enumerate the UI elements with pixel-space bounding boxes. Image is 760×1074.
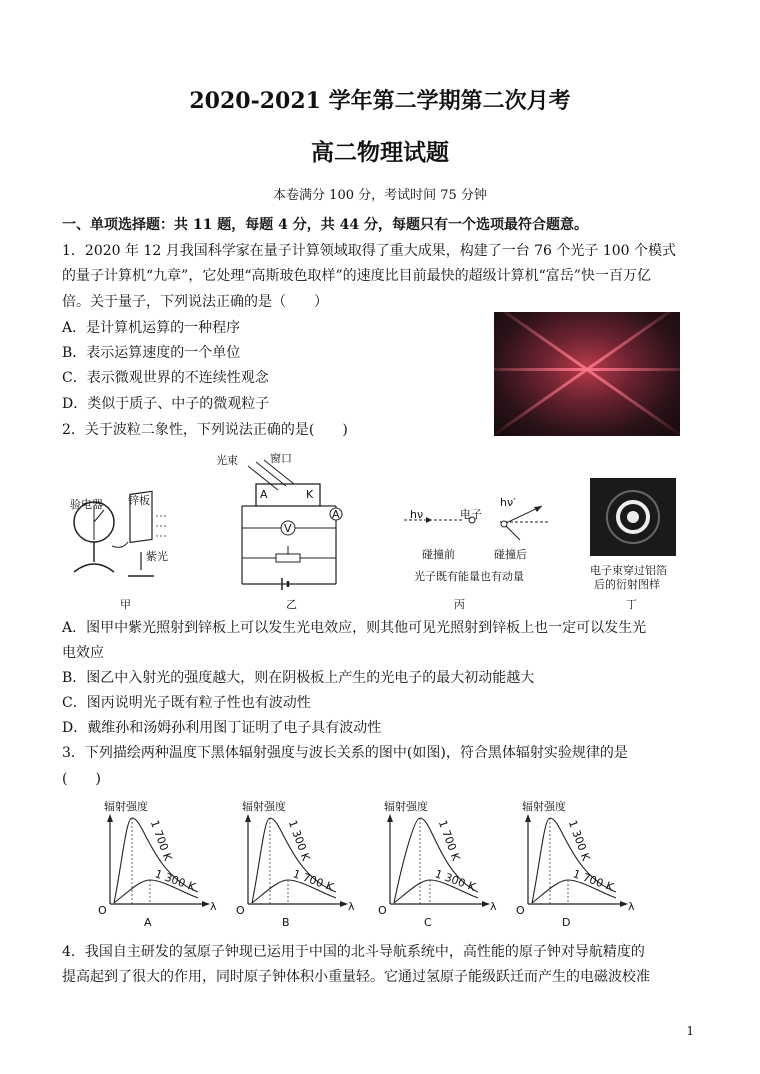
q1-line1: 1．2020 年 12 月我国科学家在量子计算领域取得了重大成果，构建了一台 76 个光子 100 个模式 [62,243,677,259]
label-window: 窗口 [270,452,292,465]
graph-temp-high: 1 300 K [285,818,313,863]
subject-title: 高二物理试题 [311,139,449,166]
label-hv: hν [410,508,424,521]
q3-line2: ( ) [62,771,101,787]
graph-c [382,804,492,908]
graph-letter: D [562,916,571,929]
graph-ylabel: 辐射强度 [104,800,148,813]
label-violet-light: 紫光 [146,550,168,563]
label-electroscope: 验电器 [70,498,103,511]
graph-ylabel: 辐射强度 [242,800,286,813]
label-voltmeter: V [284,522,292,535]
caption-yi: 乙 [286,598,297,611]
exam-title: 2020-2021 学年第二学期第二次月考 [189,88,571,114]
graph-x-axis: λ [628,900,635,913]
graph-temp-low: 1 700 K [571,867,616,894]
quantum-computer-photo [494,312,680,436]
q1-option-b: B．表示运算速度的一个单位 [62,345,241,361]
q1-option-d: D．类似于质子、中子的微观粒子 [62,396,270,412]
q2-option-c: C．图丙说明光子既有粒子性也有波动性 [62,695,311,711]
label-cathode-k: K [306,488,314,501]
q1-option-a: A．是计算机运算的一种程序 [62,320,241,336]
graph-origin: O [236,904,245,917]
q2-stem: 2．关于波粒二象性，下列说法正确的是( ) [62,422,348,438]
label-before-collision: 碰撞前 [422,548,455,561]
diffraction-pattern-image [590,478,676,556]
graph-temp-high: 1 700 K [435,818,463,863]
label-electron-beam: 电子束穿过铝箔 [590,564,667,577]
label-hv-prime: hν′ [500,496,516,509]
label-light-beam: 光束 [216,454,238,467]
label-diffraction: 后的衍射图样 [594,578,660,591]
label-anode-a: A [260,488,268,501]
graph-origin: O [378,904,387,917]
graph-ylabel: 辐射强度 [384,800,428,813]
graph-temp-low: 1 300 K [433,867,478,894]
q2-option-b: B．图乙中入射光的强度越大，则在阴极板上产生的光电子的最大初动能越大 [62,670,535,686]
graph-x-axis: λ [210,900,217,913]
exam-info: 本卷满分 100 分，考试时间 75 分钟 [273,188,487,203]
q1-line3: 倍。关于量子，下列说法正确的是（ ） [62,294,328,310]
label-zinc-plate: 锌板 [128,494,150,507]
graph-letter: C [424,916,432,929]
graph-letter: B [282,916,290,929]
graph-temp-high: 1 300 K [565,818,593,863]
q1-option-c: C．表示微观世界的不连续性观念 [62,370,269,386]
graph-temp-high: 1 700 K [147,818,175,863]
q2-option-d: D．戴维孙和汤姆孙利用图丁证明了电子具有波动性 [62,720,382,736]
q2-option-a-line2: 电效应 [62,645,104,661]
page-number: 1 [686,1024,694,1038]
caption-bing: 丙 [454,598,465,611]
label-photon-note: 光子既有能量也有动量 [414,570,524,583]
q1-line2: 的量子计算机“九章”，它处理“高斯玻色取样”的速度比目前最快的超级计算机“富岳”快一百万亿 [62,268,651,284]
graph-origin: O [516,904,525,917]
q4-line1: 4．我国自主研发的氢原子钟现已运用于中国的北斗导航系统中，高性能的原子钟对导航精度的 [62,944,645,960]
graph-temp-low: 1 700 K [291,867,336,894]
graph-origin: O [98,904,107,917]
q4-line2: 提高起到了很大的作用，同时原子钟体积小重量轻。它通过氢原子能级跃迁而产生的电磁波校准 [62,969,650,985]
graph-x-axis: λ [490,900,497,913]
graph-ylabel: 辐射强度 [522,800,566,813]
graph-temp-low: 1 300 K [153,867,198,894]
q3-line1: 3．下列描绘两种温度下黑体辐射强度与波长关系的图中(如图)，符合黑体辐射实验规律的是 [62,745,628,761]
label-ammeter: A [332,508,340,521]
q2-option-a-line1: A．图甲中紫光照射到锌板上可以发生光电效应，则其他可见光照射到锌板上也一定可以发生光 [62,620,647,636]
caption-jia: 甲 [120,598,131,611]
section-heading: 一、单项选择题：共 11 题，每题 4 分，共 44 分，每题只有一个选项最符合题意。 [62,217,588,233]
caption-ding: 丁 [626,598,637,611]
label-electron: 电子 [460,508,482,521]
graph-x-axis: λ [348,900,355,913]
label-after-collision: 碰撞后 [494,548,527,561]
graph-letter: A [144,916,152,929]
